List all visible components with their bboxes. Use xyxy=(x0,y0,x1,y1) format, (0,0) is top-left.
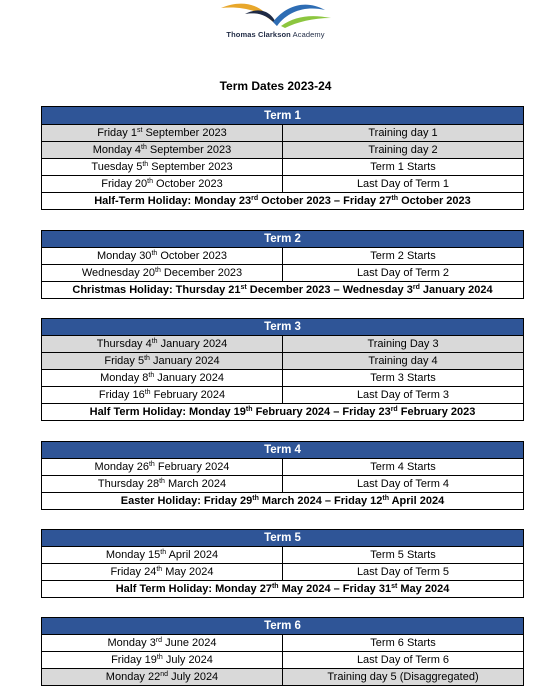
ordinal-suffix: th xyxy=(151,338,158,345)
table-row xyxy=(42,353,524,370)
date-cell xyxy=(42,125,283,142)
text-part: January 2024 xyxy=(419,284,493,296)
table-row xyxy=(42,142,524,159)
text-part: Christmas Holiday: Thursday 21 xyxy=(72,284,241,296)
date-cell xyxy=(42,159,283,176)
ordinal-suffix: th xyxy=(160,549,167,556)
term-title: Term 4 xyxy=(42,442,524,459)
text-part: March 2024 – Friday 12 xyxy=(258,495,383,507)
table-row xyxy=(42,459,524,476)
text-part: Easter Holiday: Friday 29 xyxy=(120,495,253,507)
text-part: September 2023 xyxy=(142,127,227,139)
event-cell: Term 5 Starts xyxy=(283,547,524,564)
ordinal-suffix: rd xyxy=(412,284,420,291)
ordinal-suffix: rd xyxy=(155,637,163,644)
term-table xyxy=(41,106,524,210)
table-row xyxy=(42,125,524,142)
table-row xyxy=(42,387,524,404)
date-cell xyxy=(42,476,283,493)
date-cell xyxy=(42,459,283,476)
date-cell xyxy=(42,248,283,265)
event-cell: Last Day of Term 2 xyxy=(283,265,524,282)
page-title: Term Dates 2023-24 xyxy=(219,79,332,93)
text-part: October 2023 – Friday 27 xyxy=(258,195,392,207)
date-cell xyxy=(42,353,283,370)
text-part: April 2024 xyxy=(388,495,445,507)
event-cell: Last Day of Term 5 xyxy=(283,564,524,581)
event-cell: Last Day of Term 4 xyxy=(283,476,524,493)
holiday-cell xyxy=(42,404,524,421)
text-part: Thursday 4 xyxy=(96,338,152,350)
text-part: October 2023 xyxy=(152,178,223,190)
date-cell xyxy=(42,176,283,193)
ordinal-suffix: th xyxy=(141,144,147,151)
text-part: Monday 8 xyxy=(100,372,149,384)
ordinal-suffix: th xyxy=(147,178,153,185)
text-part: January 2024 xyxy=(149,355,220,367)
text-part: October 2023 xyxy=(157,250,227,262)
school-logo xyxy=(0,0,551,50)
date-cell xyxy=(42,564,283,581)
ordinal-suffix: th xyxy=(148,461,155,468)
holiday-cell xyxy=(42,581,524,598)
text-part: Tuesday 5 xyxy=(91,161,143,173)
ordinal-suffix: th xyxy=(382,495,389,502)
term-title: Term 3 xyxy=(42,319,524,336)
holiday-row xyxy=(42,193,524,210)
table-row xyxy=(42,476,524,493)
term-title: Term 1 xyxy=(42,107,524,125)
text-part: May 2024 xyxy=(397,583,450,595)
holiday-cell xyxy=(42,493,524,510)
holiday-cell xyxy=(42,282,524,299)
ordinal-suffix: th xyxy=(252,495,259,502)
ordinal-suffix: th xyxy=(142,161,149,168)
text-part: January 2024 xyxy=(157,338,228,350)
holiday-row xyxy=(42,493,524,510)
ordinal-suffix: st xyxy=(391,583,398,590)
text-part: Friday 16 xyxy=(98,389,145,401)
event-cell: Term 3 Starts xyxy=(283,370,524,387)
table-row xyxy=(42,248,524,265)
text-part: Monday 4 xyxy=(92,144,142,156)
table-row xyxy=(42,547,524,564)
ordinal-suffix: th xyxy=(391,195,399,202)
term-title: Term 6 xyxy=(42,618,524,635)
term-table xyxy=(41,617,524,686)
text-part: Monday 30 xyxy=(97,250,152,262)
text-part: October 2023 xyxy=(398,195,471,207)
event-cell: Training day 5 (Disaggregated) xyxy=(283,669,524,686)
ordinal-suffix: th xyxy=(148,372,155,379)
ordinal-suffix: rd xyxy=(251,195,259,202)
ordinal-suffix: th xyxy=(156,654,163,661)
text-part: December 2023 xyxy=(160,267,243,279)
ordinal-suffix: th xyxy=(144,389,151,396)
date-cell xyxy=(42,265,283,282)
text-part: Half-Term Holiday: Monday 23 xyxy=(94,195,252,207)
table-row xyxy=(42,159,524,176)
term-header-row xyxy=(42,618,524,635)
term-header-row xyxy=(42,319,524,336)
ordinal-suffix: rd xyxy=(390,406,398,413)
event-cell: Training day 1 xyxy=(283,125,524,142)
ordinal-suffix: th xyxy=(155,267,161,274)
event-cell: Last Day of Term 1 xyxy=(283,176,524,193)
event-cell: Training day 2 xyxy=(283,142,524,159)
text-part: Monday 26 xyxy=(94,461,149,473)
table-row xyxy=(42,370,524,387)
text-part: Friday 5 xyxy=(104,355,145,367)
table-row xyxy=(42,336,524,353)
ordinal-suffix: nd xyxy=(160,671,169,678)
date-cell xyxy=(42,635,283,652)
holiday-row xyxy=(42,282,524,299)
term-title: Term 5 xyxy=(42,530,524,547)
term-table xyxy=(41,318,524,421)
text-part: Monday 22 xyxy=(105,671,161,683)
date-cell xyxy=(42,370,283,387)
event-cell: Term 4 Starts xyxy=(283,459,524,476)
term-table xyxy=(41,441,524,510)
text-part: February 2024 – Friday 23 xyxy=(252,406,391,418)
ordinal-suffix: st xyxy=(240,284,247,291)
text-part: Thursday 28 xyxy=(97,478,160,490)
event-cell: Training Day 3 xyxy=(283,336,524,353)
text-part: May 2024 – Friday 31 xyxy=(278,583,392,595)
text-part: September 2023 xyxy=(148,161,233,173)
text-part: July 2024 xyxy=(168,671,219,683)
date-cell xyxy=(42,336,283,353)
text-part: Wednesday 20 xyxy=(81,267,155,279)
text-part: Friday 24 xyxy=(110,566,157,578)
ordinal-suffix: th xyxy=(151,250,158,257)
text-part: Monday 15 xyxy=(105,549,161,561)
ordinal-suffix: th xyxy=(271,583,279,590)
text-part: February 2024 xyxy=(150,389,226,401)
date-cell xyxy=(42,387,283,404)
table-row xyxy=(42,669,524,686)
text-part: Friday 1 xyxy=(97,127,137,139)
holiday-cell xyxy=(42,193,524,210)
text-part: Friday 19 xyxy=(111,654,157,666)
term-header-row xyxy=(42,231,524,248)
event-cell: Term 2 Starts xyxy=(283,248,524,265)
text-part: Half Term Holiday: Monday 27 xyxy=(115,583,272,595)
table-row xyxy=(42,265,524,282)
date-cell xyxy=(42,142,283,159)
term-header-row xyxy=(42,107,524,125)
text-part: Half Term Holiday: Monday 19 xyxy=(89,406,246,418)
text-part: June 2024 xyxy=(162,637,217,649)
date-cell xyxy=(42,669,283,686)
table-row xyxy=(42,635,524,652)
event-cell: Training day 4 xyxy=(283,353,524,370)
date-cell xyxy=(42,652,283,669)
text-part: February 2024 xyxy=(154,461,230,473)
term-header-row xyxy=(42,442,524,459)
holiday-row xyxy=(42,581,524,598)
text-part: July 2024 xyxy=(162,654,213,666)
date-cell xyxy=(42,547,283,564)
ordinal-suffix: st xyxy=(136,127,143,134)
ordinal-suffix: th xyxy=(156,566,163,573)
logo-wordmark: Thomas Clarkson Academy xyxy=(226,30,325,39)
term-header-row xyxy=(42,530,524,547)
text-part: March 2024 xyxy=(164,478,227,490)
text-part: May 2024 xyxy=(162,566,214,578)
text-part: December 2023 – Wednesday 3 xyxy=(246,284,413,296)
table-row xyxy=(42,176,524,193)
event-cell: Last Day of Term 6 xyxy=(283,652,524,669)
table-row xyxy=(42,564,524,581)
table-row xyxy=(42,652,524,669)
text-part: February 2023 xyxy=(397,406,476,418)
term-table xyxy=(41,529,524,598)
ordinal-suffix: th xyxy=(159,478,165,485)
event-cell: Term 6 Starts xyxy=(283,635,524,652)
ordinal-suffix: th xyxy=(245,406,253,413)
text-part: Friday 20 xyxy=(101,178,148,190)
text-part: January 2024 xyxy=(154,372,224,384)
text-part: April 2024 xyxy=(166,549,219,561)
term-title: Term 2 xyxy=(42,231,524,248)
logo-swoosh-icon xyxy=(215,0,335,32)
event-cell: Last Day of Term 3 xyxy=(283,387,524,404)
term-table xyxy=(41,230,524,299)
holiday-row xyxy=(42,404,524,421)
event-cell: Term 1 Starts xyxy=(283,159,524,176)
ordinal-suffix: th xyxy=(144,355,150,362)
text-part: September 2023 xyxy=(146,144,232,156)
text-part: Monday 3 xyxy=(107,637,156,649)
